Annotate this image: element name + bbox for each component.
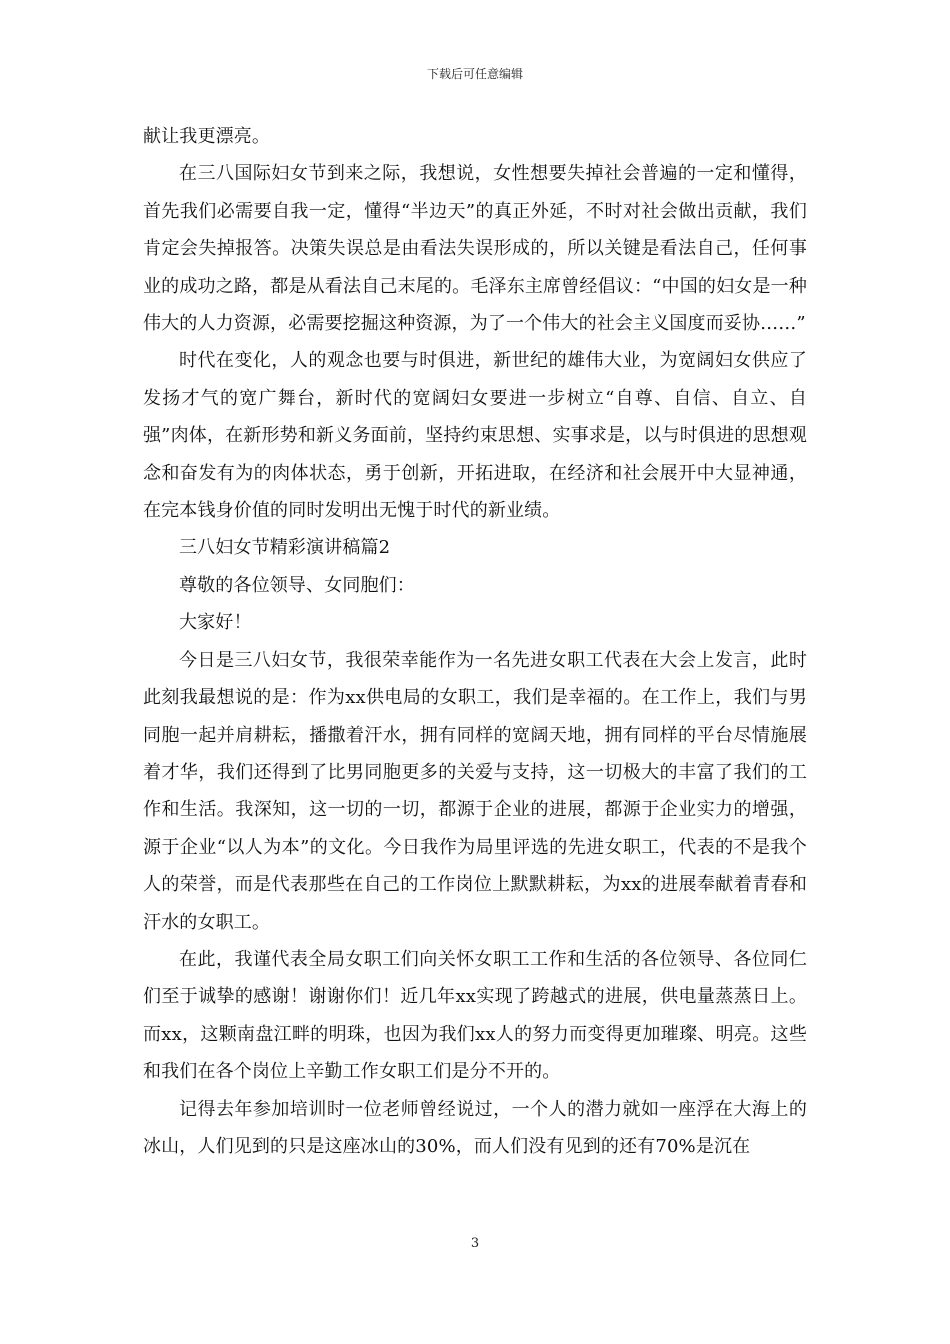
greeting: 大家好！: [179, 612, 252, 634]
paragraph-6: 记得去年参加培训时一位老师曾经说过，一个人的潜力就如一座浮在大海上的冰山，人们见到的只是这座冰山的30%，而人们没有见到的还有70%是沉在: [143, 1098, 807, 1157]
salutation: 尊敬的各位领导、女同胞们：: [179, 574, 415, 596]
document-body: [143, 118, 807, 1165]
page-header: 下载后可任意编辑: [426, 67, 523, 81]
paragraph-2: 在三八国际妇女节到来之际，我想说，女性想要失掉社会普遍的一定和懂得，首先我们必需要自我一定，懂得“半边天”的真正外延，不时对社会做出贡献，我们肯定会失掉报答。决策失误总是由看法失误形成的，所以关键是看法自己，任何事业的成功之路，都是从看法自己末尾的。毛泽东主席曾经倡议：“中国的妇女是一种伟大的人力资源，必需要挖掘这种资源，为了一个伟大的社会主义国度而妥协……”: [143, 163, 807, 335]
paragraph-1: 献让我更漂亮。: [143, 126, 271, 147]
page-number: 3: [470, 1236, 480, 1251]
paragraph-3: 时代在变化，人的观念也要与时俱进，新世纪的雄伟大业，为宽阔妇女供应了发扬才气的宽广舞台，新时代的宽阔妇女要进一步树立“自尊、自信、自立、自强”肉体，在新形势和新义务面前，坚持约束思想、实事求是，以与时俱进的思想观念和奋发有为的肉体状态，勇于创新，开拓进取，在经济和社会展开中大显神通，在完本钱身价值的同时发明出无愧于时代的新业绩。: [143, 350, 807, 522]
paragraph-4: 今日是三八妇女节，我很荣幸能作为一名先进女职工代表在大会上发言，此时此刻我最想说的是：作为xx供电局的女职工，我们是幸福的。在工作上，我们与男同胞一起并肩耕耘，播撒着汗水，拥有同样的宽阔天地，拥有同样的平台尽情施展着才华，我们还得到了比男同胞更多的关爱与支持，这一切极大的丰富了我们的工作和生活。我深知，这一切的一切，都源于企业的进展，都源于企业实力的增强，源于企业“以人为本”的文化。今日我作为局里评选的先进女职工，代表的不是我个人的荣誉，而是代表那些在自己的工作岗位上默默耕耘，为xx的进展奉献着青春和汗水的女职工。: [143, 649, 807, 933]
paragraph-5: 在此，我谨代表全局女职工们向关怀女职工工作和生活的各位领导、各位同仁们至于诚挚的感谢！谢谢你们！近几年xx实现了跨越式的进展，供电量蒸蒸日上。而xx，这颗南盘江畔的明珠，也因为我们xx人的努力而变得更加璀璨、明亮。这些和我们在各个岗位上辛勤工作女职工们是分不开的。: [143, 948, 807, 1083]
section-title: 三八妇女节精彩演讲稿篇2: [179, 537, 391, 559]
